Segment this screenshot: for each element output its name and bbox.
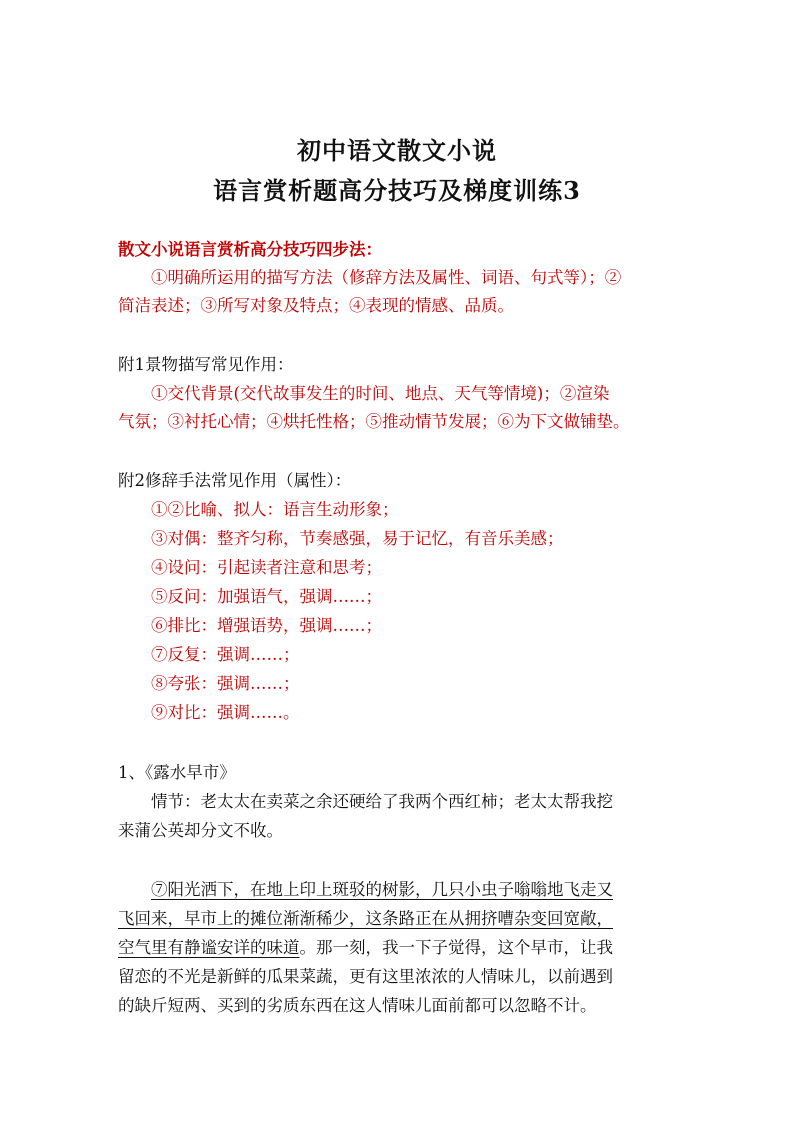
rhetoric-item: ⑨对比：强调……。 xyxy=(151,703,300,722)
title-line-1: 初中语文散文小说 xyxy=(297,136,497,165)
rhetoric-item: ③对偶：整齐匀称，节奏感强，易于记忆，有音乐美感； xyxy=(151,529,564,548)
passage-line-5: 的缺斤短两、买到的劣质东西在这人情味儿面前都可以忽略不计。 xyxy=(118,996,597,1015)
passage-line-4: 留恋的不光是新鲜的瓜果菜蔬，更有这里浓浓的人情味儿，以前遇到 xyxy=(118,967,613,986)
passage-line-1: ⑦阳光洒下，在地上印上斑驳的树影，几只小虫子嗡嗡地飞走又 xyxy=(151,880,613,899)
appendix1-heading: 附1景物描写常见作用： xyxy=(118,355,294,374)
underlined-phrase: 空气里有静谧安详的味道 xyxy=(118,938,300,957)
method-line-1: ①明确所运用的描写方法（修辞方法及属性、词语、句式等）；② xyxy=(151,268,622,287)
passage-line-3-rest: 。那一刻，我一下子觉得，这个早市，让我 xyxy=(299,938,613,957)
passage-line-3 xyxy=(118,934,613,958)
rhetoric-item: ①②比喻、拟人：语言生动形象； xyxy=(151,500,399,519)
method-line-2: 简洁表述；③所写对象及特点；④表现的情感、品质。 xyxy=(118,296,514,315)
rhetoric-item: ⑧夸张：强调……； xyxy=(151,674,300,693)
appendix1-line-1: ①交代背景(交代故事发生的时间、地点、天气等情境)；②渲染 xyxy=(151,384,610,403)
appendix2-heading: 附2修辞手法常见作用（属性）： xyxy=(118,471,352,490)
rhetoric-item: ⑤反问：加强语气，强调……； xyxy=(151,587,382,606)
passage-line-2: 飞回来，早市上的摊位渐渐稀少，这条路正在从拥挤嘈杂变回宽敞， xyxy=(118,909,613,928)
plot-line-1: 情节：老太太在卖菜之余还硬给了我两个西红柿；老太太帮我挖 xyxy=(151,792,613,811)
rhetoric-item: ④设问：引起读者注意和思考； xyxy=(151,558,382,577)
rhetoric-item: ⑥排比：增强语势，强调……； xyxy=(151,616,382,635)
title-line-2: 语言赏析题高分技巧及梯度训练3 xyxy=(213,176,581,205)
method-heading: 散文小说语言赏析高分技巧四步法： xyxy=(118,240,382,259)
appendix1-line-2: 气氛；③衬托心情；④烘托性格；⑤推动情节发展；⑥为下文做铺垫。 xyxy=(118,412,630,431)
plot-line-2: 来蒲公英却分文不收。 xyxy=(118,821,283,840)
passage-heading: 1、《露水早市》 xyxy=(118,763,236,782)
rhetoric-item: ⑦反复：强调……； xyxy=(151,645,300,664)
